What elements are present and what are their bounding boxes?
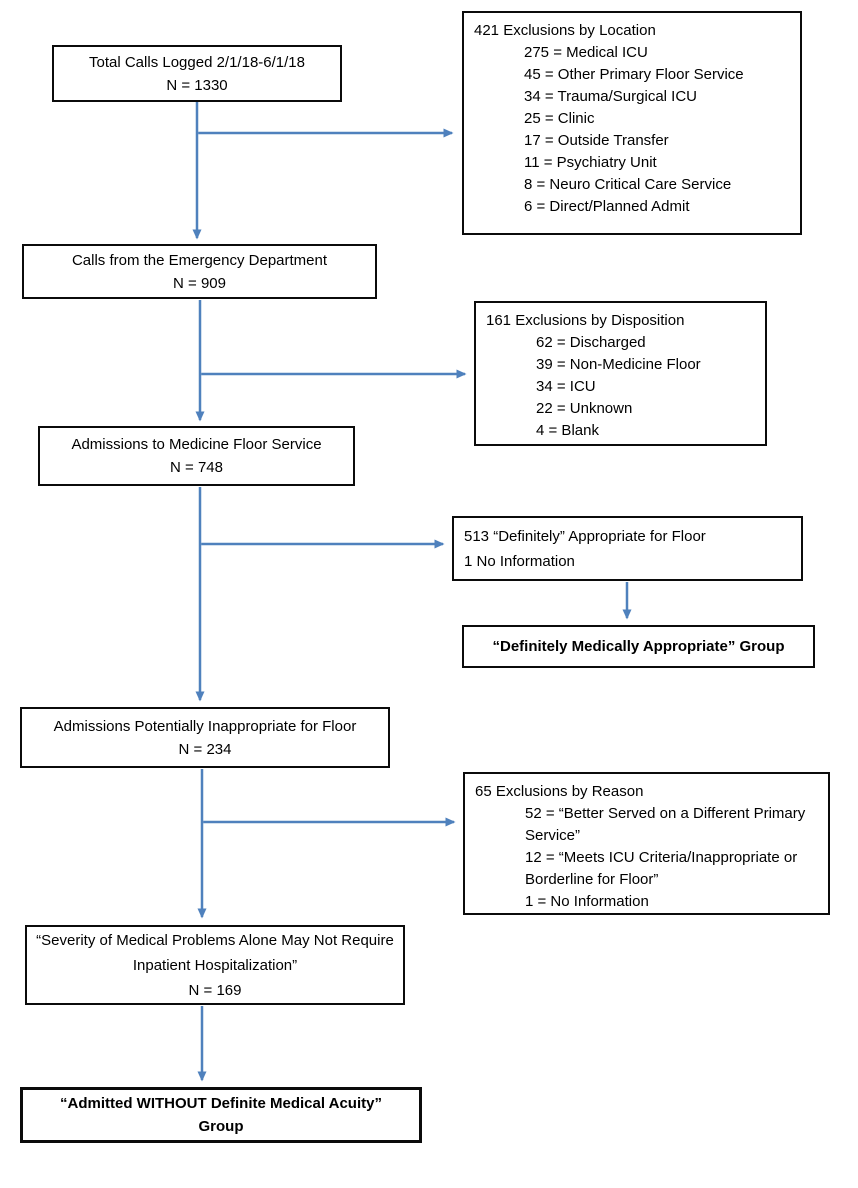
admitted-without-group-line2: Group [198,1118,244,1135]
exclusions-location-item: 6 = Direct/Planned Admit [524,198,690,215]
exclusions-reason-item: 1 = No Information [525,893,649,910]
total-calls-n: N = 1330 [166,76,228,94]
exclusions-reason-item: 52 = “Better Served on a Different Primary Service” [525,805,806,844]
severity-box [25,925,405,1005]
total-calls-title: Total Calls Logged 2/1/18-6/1/18 [89,53,305,71]
exclusions-disposition-item: 34 = ICU [536,378,596,395]
exclusions-disposition-item: 22 = Unknown [536,400,633,417]
admitted-without-group-box [20,1087,422,1143]
severity-title: “Severity of Medical Problems Alone May Not Require Inpatient Hospitalization” [36,931,394,974]
exclusions-location-item: 8 = Neuro Critical Care Service [524,176,732,193]
exclusions-reason-title: 65 Exclusions by Reason [475,783,644,800]
exclusions-disposition-item: 39 = Non-Medicine Floor [536,356,701,373]
exclusions-location-item: 17 = Outside Transfer [524,132,669,149]
exclusions-disposition-box [474,301,767,446]
exclusions-reason-box [463,772,830,915]
total-calls-box [52,45,342,102]
exclusions-location-item: 11 = Psychiatry Unit [524,154,657,171]
definitely-appropriate-box [452,516,803,581]
medicine-admissions-box [38,426,355,486]
potentially-inappropriate-title: Admissions Potentially Inappropriate for Floor [53,717,357,735]
ed-calls-title: Calls from the Emergency Department [71,251,328,269]
admitted-without-group-line1: “Admitted WITHOUT Definite Medical Acuity” [60,1095,382,1112]
severity-n: N = 169 [188,981,242,999]
definitely-group-box [462,625,815,668]
exclusions-disposition-item: 62 = Discharged [536,334,646,351]
ed-calls-box [22,244,377,299]
ed-calls-n: N = 909 [173,274,226,292]
exclusions-location-item: 34 = Trauma/Surgical ICU [524,88,697,105]
definitely-group-label: “Definitely Medically Appropriate” Group [492,638,785,655]
exclusions-location-item: 275 = Medical ICU [524,44,648,61]
medicine-admissions-n: N = 748 [170,459,223,476]
exclusions-location-box [462,11,802,235]
definitely-appropriate-line1: 513 “Definitely” Appropriate for Floor [464,528,706,545]
medicine-admissions-title: Admissions to Medicine Floor Service [71,436,322,453]
exclusions-location-item: 25 = Clinic [524,110,595,127]
exclusions-reason-item: 12 = “Meets ICU Criteria/Inappropriate or Borderline for Floor” [525,849,798,888]
exclusions-location-title: 421 Exclusions by Location [474,22,656,39]
potentially-inappropriate-n: N = 234 [178,740,232,758]
exclusions-location-item: 45 = Other Primary Floor Service [524,66,744,83]
exclusions-disposition-title: 161 Exclusions by Disposition [486,312,685,329]
definitely-appropriate-line2: 1 No Information [464,553,575,570]
exclusions-disposition-item: 4 = Blank [536,422,599,439]
potentially-inappropriate-box [20,707,390,768]
